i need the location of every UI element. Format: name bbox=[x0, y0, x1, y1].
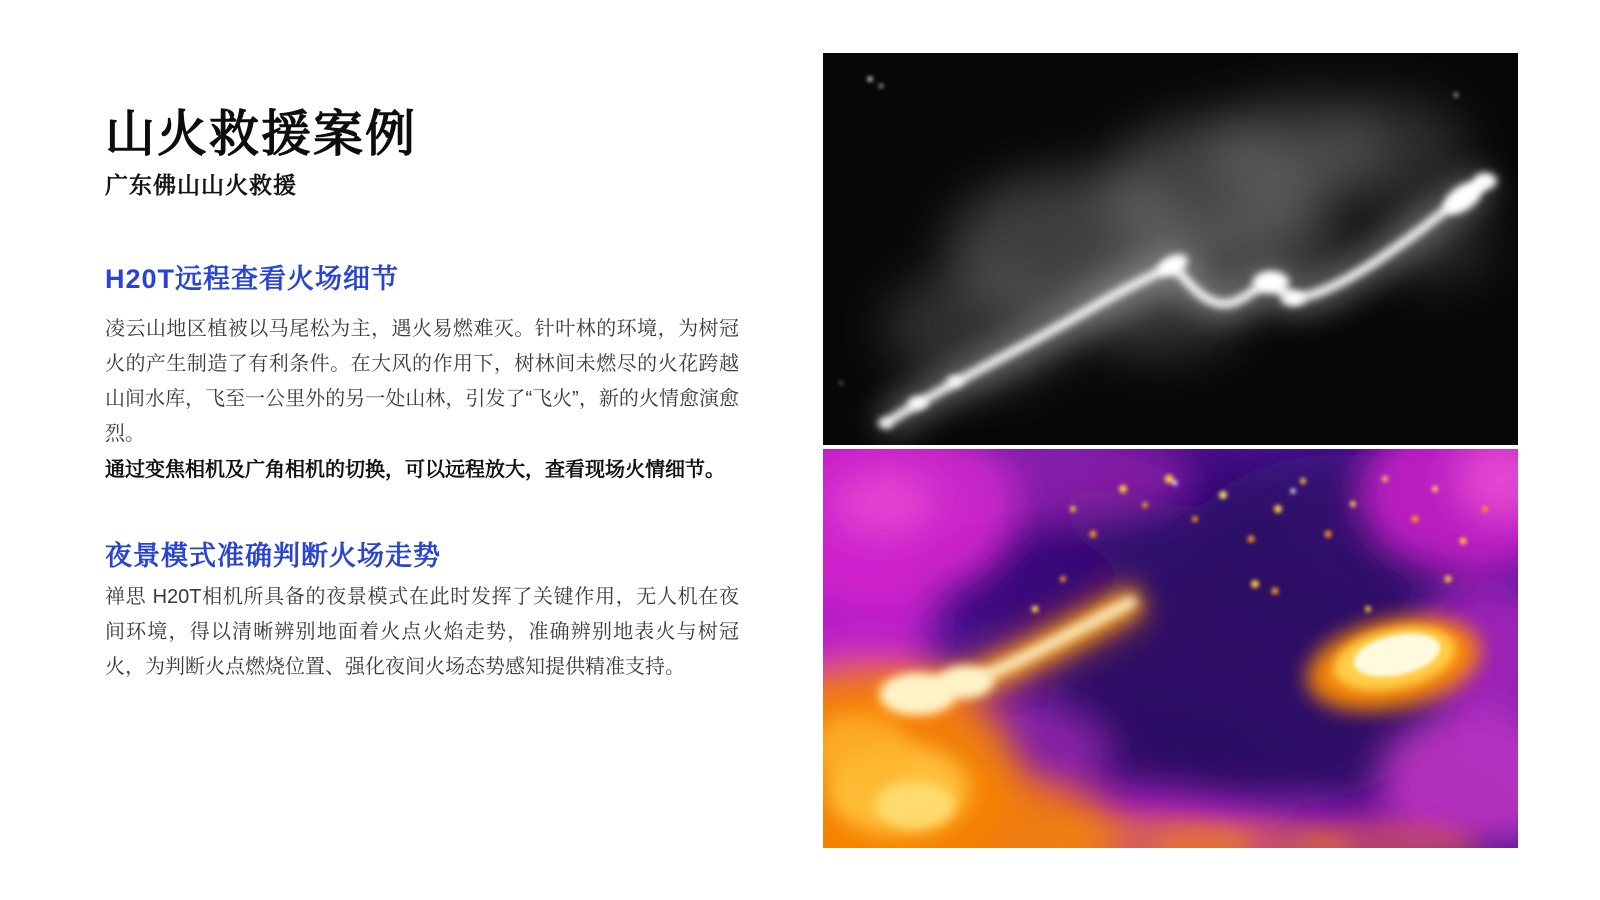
section-2-heading: 夜景模式准确判断火场走势 bbox=[105, 541, 441, 571]
section-1-heading: H20T远程查看火场细节 bbox=[105, 264, 400, 294]
page-title: 山火救援案例 bbox=[105, 106, 417, 162]
section-1-note: 通过变焦相机及广角相机的切换，可以远程放大，查看现场火情细节。 bbox=[105, 459, 725, 481]
thermal-wildfire-illustration bbox=[823, 449, 1518, 848]
section-2-body: 禅思 H20T相机所具备的夜景模式在此时发挥了关键作用，无人机在夜间环境，得以清晰辨别地面着火点火焰走势，准确辨别地表火与树冠火，为判断火点燃烧位置、强化夜间火场态势感知提供精准支持。 bbox=[105, 586, 739, 678]
section-1-body: 凌云山地区植被以马尾松为主，遇火易燃难灭。针叶林的环境，为树冠火的产生制造了有利条件。在大风的作用下，树林间未燃尽的火花跨越山间水库，飞至一公里外的另一处山林，引发了“飞火”，新的火情愈演愈烈。 bbox=[105, 318, 739, 445]
night-wildfire-illustration bbox=[823, 53, 1518, 445]
night-wildfire-photo bbox=[823, 53, 1518, 445]
page-subtitle: 广东佛山山火救援 bbox=[105, 172, 297, 198]
thermal-wildfire-photo bbox=[823, 449, 1518, 848]
